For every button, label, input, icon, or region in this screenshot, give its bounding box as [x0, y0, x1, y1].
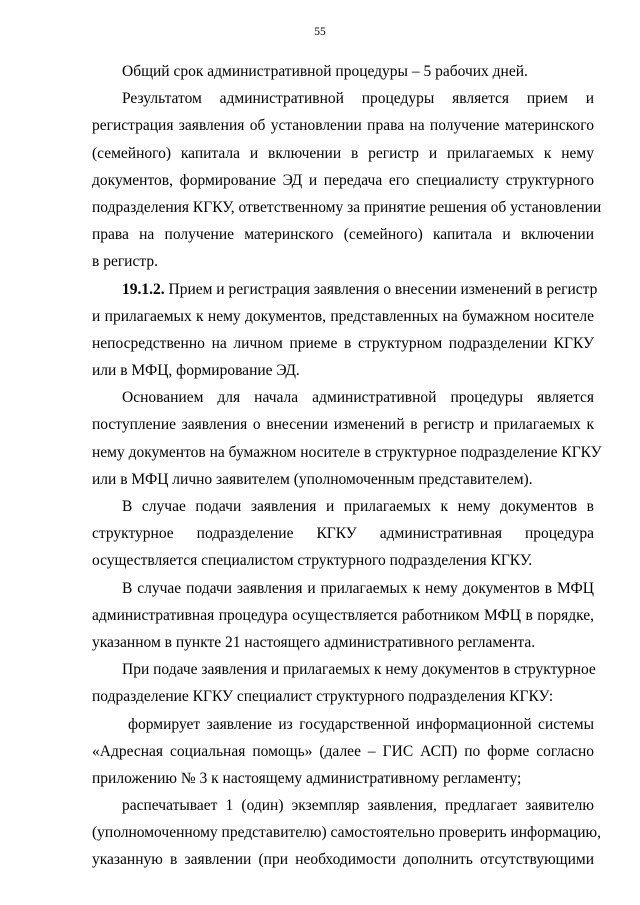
text-line	[92, 276, 598, 303]
text-line: и прилагаемых к нему документов, представленных на бумажном носителе	[92, 307, 594, 325]
paragraph	[92, 58, 594, 85]
text-line: регистрация заявления об установлении права на получение материнского	[92, 117, 594, 135]
text-line: в регистр.	[92, 253, 158, 271]
paragraph	[92, 493, 594, 575]
text-line: Основанием для начала административной процедуры является	[122, 389, 594, 407]
text-line: указанном в пункте 21 настоящего административного регламента.	[92, 633, 536, 651]
text-line: или в МФЦ, формирование ЭД.	[92, 362, 300, 380]
paragraph	[92, 711, 594, 793]
text-line: «Адресная социальная помощь» (далее – ГИС АСП) по форме согласно	[92, 742, 594, 760]
text-line: В случае подачи заявления и прилагаемых к нему документов в	[122, 498, 594, 515]
text-line: формирует заявление из государственной информационной системы	[128, 715, 594, 733]
page-number: 55	[314, 26, 326, 38]
text-line: При подаче заявления и прилагаемых к нему документов в структурное	[122, 661, 596, 679]
text-line: (уполномоченному представителю) самостоятельно проверить информацию,	[92, 824, 601, 842]
text-line-content: Прием и регистрация заявления о внесении изменений в регистр	[168, 280, 598, 298]
text-line: или в МФЦ лично заявителем (уполномоченным представителем).	[92, 470, 533, 488]
text-line: права на получение материнского (семейного) капитала и включении	[92, 226, 594, 244]
text-line: административная процедура осуществляется работником МФЦ в порядке,	[92, 606, 594, 624]
text-line: приложению № 3 к настоящему административному регламенту;	[92, 769, 522, 787]
paragraph	[92, 792, 601, 874]
paragraph	[92, 656, 594, 710]
text-line: (семейного) капитала и включении в регистр и прилагаемых к нему	[92, 144, 594, 162]
text-line: Общий срок административной процедуры – 5 рабочих дней.	[122, 63, 528, 80]
paragraph	[92, 575, 594, 657]
text-line: подразделение КГКУ специалист структурного подразделения КГКУ:	[92, 688, 554, 706]
paragraph	[92, 276, 598, 385]
document-body	[92, 58, 602, 874]
text-line: осуществляется специалистом структурного подразделения КГКУ.	[92, 552, 533, 570]
text-line: распечатывает 1 (один) экземпляр заявления, предлагает заявителю	[122, 797, 594, 815]
text-line: документов, формирование ЭД и передача его специалисту структурного	[92, 171, 594, 189]
text-line: указанную в заявлении (при необходимости дополнить отсутствующими	[92, 851, 594, 869]
paragraph	[92, 85, 602, 275]
text-line: поступление заявления о внесении изменений в регистр и прилагаемых к	[92, 416, 594, 434]
paragraph	[92, 384, 602, 493]
section-number: 19.1.2.	[122, 280, 165, 298]
text-line: Результатом административной процедуры является прием и	[122, 90, 594, 108]
text-line: структурное подразделение КГКУ административная процедура	[92, 525, 594, 543]
text-line: подразделения КГКУ, ответственному за принятие решения об установлении	[92, 198, 602, 216]
text-line: В случае подачи заявления и прилагаемых к нему документов в МФЦ	[122, 579, 594, 597]
text-line: непосредственно на личном приеме в структурном подразделении КГКУ	[92, 334, 594, 352]
text-line: нему документов на бумажном носителе в структурное подразделение КГКУ	[92, 443, 602, 461]
